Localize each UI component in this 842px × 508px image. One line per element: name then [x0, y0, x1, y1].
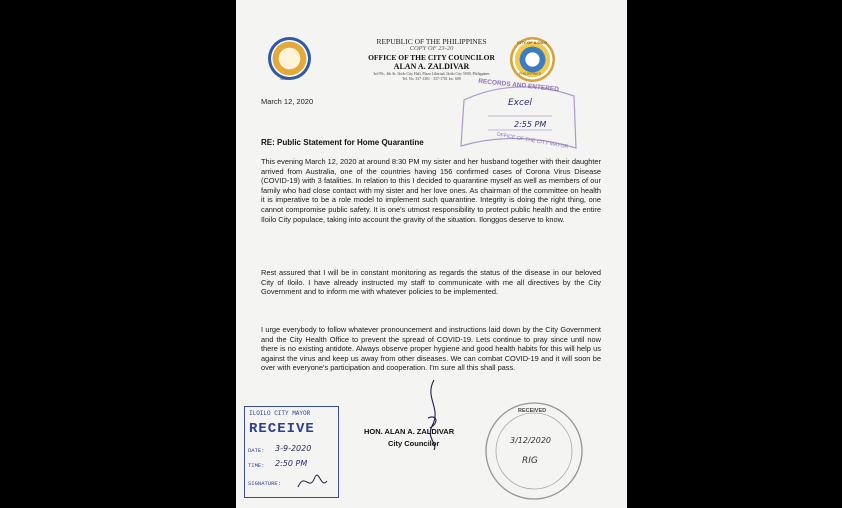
round-received-stamp [482, 396, 587, 506]
body-paragraph-1: This evening March 12, 2020 at around 8:30 PM my sister and her husband together with their daughter arrived from Australia, one of the countries having 156 confirmed cases of Corona Virus Disease (COVID-19) with 3 fatalities. In relation to this I decided to quarantine myself as well as members of our family who had close contact with my sister and her love ones. As chairman of the committee on health it is imperative to be a role model to implement such quarantine. Integrity is doing the right thing, one cannot compromise public safety. It is one's utmost responsibility to protect public health and the entire Iloilo City populace, taking into account the gravity of the situation. Ilonggos deserve to know. [261, 157, 601, 224]
received-signature-scribble [295, 469, 330, 495]
office-telephone: Tel. No. 337-1301 · 337-1701 loc. 608 [402, 77, 461, 81]
round-stamp-date: 3/12/2020 [510, 436, 552, 445]
records-stamp-by: Excel [508, 98, 532, 108]
records-stamp [456, 78, 581, 153]
records-stamp-title: RECORDS AND ENTERED [477, 77, 560, 94]
received-stamp-title: RECEIVE [249, 421, 315, 437]
letter-date: March 12, 2020 [261, 97, 314, 106]
received-date-value: 3-9-2020 [275, 444, 312, 453]
right-seal-sub: PHILIPPINES [519, 72, 542, 76]
councilor-name: ALAN A. ZALDIVAR [393, 62, 470, 71]
office-address: 3rd Flr., 4th St. Iloilo City Hall, Plaza Libertad, Iloilo City 5000, Philippines [373, 72, 490, 76]
right-seal-label: CITY OF ILOILO [517, 40, 548, 45]
received-stamp [244, 406, 339, 498]
records-stamp-time: 2:55 PM [514, 120, 547, 129]
left-seal-label: SEAL [280, 77, 288, 81]
body-paragraph-3: I urge everybody to follow whatever pronouncement and instructions laid down by the City Government and the City Health Office to prevent the spread of COVID-19. Lets continue to pray since until now there is no existing antidote. Always observe proper hygiene and good health habits for this will help us against the virus and keep us away from other diseases. We can combat COVID-19 and it will soon be over with everyone's participation and cooperation. I'm sure all this shall pass. [261, 325, 601, 373]
received-stamp-header: ILOILO CITY MAYOR [249, 410, 311, 417]
received-time-label: TIME: [248, 462, 265, 469]
received-time-value: 2:50 PM [275, 459, 308, 468]
received-date-label: DATE: [248, 447, 265, 454]
signatory-title: City Councilor [388, 439, 440, 448]
received-signature-label: SIGNATURE: [248, 480, 282, 487]
republic-header: REPUBLIC OF THE PHILIPPINES [376, 37, 487, 46]
body-paragraph-2: Rest assured that I will be in constant monitoring as regards the status of the disease in our beloved City of Iloilo. I have already instructed my staff to communicate with me all directives by the City Government and to inform me with whatever policies to be implemented. [261, 268, 601, 297]
signatory-name: HON. ALAN A. ZALDIVAR [364, 427, 455, 436]
letter-subject: RE: Public Statement for Home Quarantine [261, 138, 424, 147]
round-stamp-initials: RIG [522, 456, 538, 466]
records-stamp-footer: OFFICE OF THE CITY MAYOR [496, 131, 569, 151]
letter-page [236, 0, 627, 508]
round-stamp-top-text: RECEIVED [518, 408, 547, 414]
office-title: OFFICE OF THE CITY COUNCILOR [368, 53, 495, 62]
handwritten-copy-mark: COPY OF 23-20 [409, 45, 454, 52]
